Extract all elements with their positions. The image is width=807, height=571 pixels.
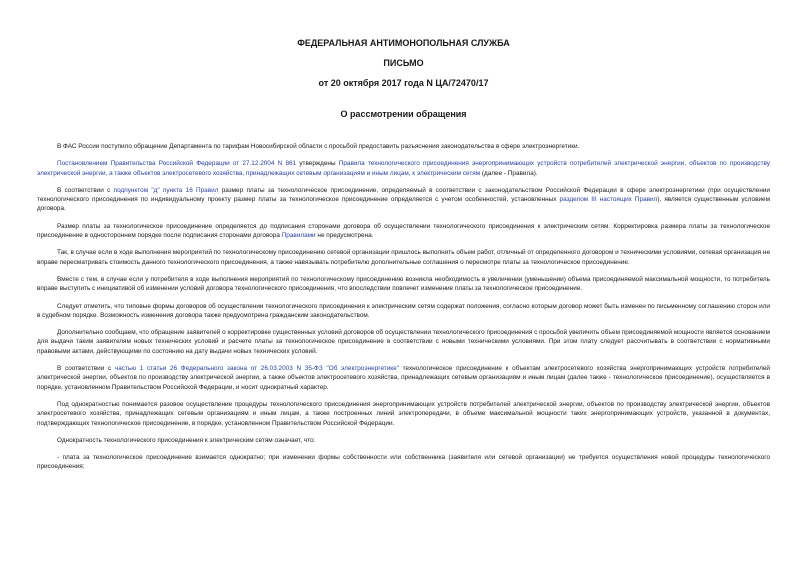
paragraph-9: В соответствии с частью 1 статьи 26 Федерального закона от 26.03.2003 N 35-ФЗ "Об электроэнергетике" технологическое присоединение к объектам электросетевого хозяйства энергопринимающих устройств потребителей электрической энергии, объектов по производству электрической энергии, а также объектов электросетевого хозяйства, принадлежащих сетевым организациям и иным лицам (далее также - технологическое присоединение), осуществляется в порядке, установленном Правительством Российской Федерации, и носит однократный характер. — [37, 365, 770, 391]
paragraph-12: - плата за технологическое присоединение взимается однократно; при изменении формы собственности или собственника (заявителя или сетевой организации) не требуется осуществления новой процедуры технологического присоединения; — [37, 454, 770, 471]
agency-title: ФЕДЕРАЛЬНАЯ АНТИМОНОПОЛЬНАЯ СЛУЖБА — [297, 38, 510, 48]
document-subject: О рассмотрении обращения — [340, 109, 467, 119]
paragraph-3: В соответствии с подпунктом "д" пункта 16 Правил размер платы за технологическое присоединение, определяемый в соответствии с законодательством Российской Федерации в сфере электроэнергетики (при осуществлении технологического присоединения по индивидуальному проекту размер платы за технологическое присоединение определяется с учетом особенностей, установленных разделом III настоящих Правил), является существенным условием договора. — [37, 186, 771, 213]
document-body — [37, 142, 770, 472]
decree-861-link[interactable]: Постановлением Правительства Российской Федерации от 27.12.2004 N 861 — [57, 160, 297, 168]
rules-short-link[interactable]: Правилами — [281, 232, 316, 240]
rules-link[interactable]: Правила технологического присоединения энергопринимающих устройств потребителей электрической энергии, объектов по производству электрической энергии, а также объектов электросетевого хозяйства, принадлежащих сетевым организациям и иным лицам, к электрическим сетям — [37, 160, 770, 177]
paragraph-6: Вместе с тем, в случае если у потребителя в ходе выполнения мероприятий по технологическому присоединению возникла необходимость в увеличении (уменьшении) объема присоединяемой максимальной мощности, то потребитель вправе выступить с инициативой об изменении условий договора технологического присоединения, что впоследствии повлечет изменение платы за технологическое присоединение. — [37, 275, 770, 293]
paragraph-5: Так, в случае если в ходе выполнения мероприятий по технологическому присоединению сетевой организации пришлось выполнить объем работ, отличный от определенного договором и техническими условиями, сетевая организация не вправе пересматривать стоимость данного технологического присоединения, а также навязывать потребителю дополнительные соглашения о пересмотре платы за технологическое присоединение. — [37, 249, 770, 266]
document-date-number: от 20 октября 2017 года N ЦА/72470/17 — [318, 78, 489, 88]
paragraph-2: Постановлением Правительства Российской Федерации от 27.12.2004 N 861 утверждены Правила технологического присоединения энергопринимающих устройств потребителей электрической энергии, объектов по производству электрической энергии, а также объектов электросетевого хозяйства, принадлежащих сетевым организациям и иным лицам, к электрическим сетям (далее - Правила). — [37, 160, 770, 177]
federal-law-35-fz-link[interactable]: частью 1 статьи 26 Федерального закона от 26.03.2003 N 35-ФЗ "Об электроэнергетике" — [114, 365, 399, 373]
paragraph-8: Дополнительно сообщаем, что обращение заявителей о корректировке существенных условий договоров об осуществлении технологического присоединения с просьбой увеличить объем присоединяемой мощности является основанием для выдачи таким заявителям новых технических условий и расчете платы за технологическое присоединение в соответствии с новыми техническими условиями. При этом плату следует рассчитывать в соответствии с нормативными правовыми актами, действующими по состоянию на дату выдачи новых технических условий. — [37, 329, 770, 355]
paragraph-4: Размер платы за технологическое присоединение определяется до подписания сторонами договора об осуществлении технологического присоединения к электрическим сетям. Корректировка размера платы за технологическое присоединение в одностороннем порядке после подписания сторонами договора Правилами не предусмотрена. — [37, 222, 770, 240]
paragraph-11: Однократность технологического присоединения к электрическим сетям означает, что: — [57, 436, 316, 444]
subpoint-d-point-16-link[interactable]: подпунктом "д" пункта 16 Правил — [113, 186, 219, 194]
paragraph-7: Следует отметить, что типовые формы договоров об осуществлении технологического присоединения к электрическим сетям содержат положения, согласно которым договор может быть изменен по письменному соглашению сторон или в судебном порядке. Возможность изменения договора также предусмотрена гражданским законодательством. — [37, 302, 770, 319]
paragraph-1: В ФАС России поступило обращение Департамента по тарифам Новосибирской области с просьбой предоставить разъяснения законодательства в сфере электроэнергетики. — [57, 143, 580, 150]
section-iii-link[interactable]: разделом III настоящих Правил — [559, 196, 658, 204]
paragraph-10: Под однократностью понимается разовое осуществление процедуры технологического присоединения энергопринимающих устройств потребителей электрической энергии, объектов по производству электрической энергии, объектов электросетевого хозяйства, принадлежащих сетевым организациям и иным лицам, а также построенных линий электропередачи, в объеме максимальной мощности таких энергопринимающих устройств, указанной в документах, подтверждающих технологическое присоединение, в порядке, установленном Правительством Российской Федерации. — [37, 400, 770, 427]
document-type: ПИСЬМО — [383, 58, 424, 68]
